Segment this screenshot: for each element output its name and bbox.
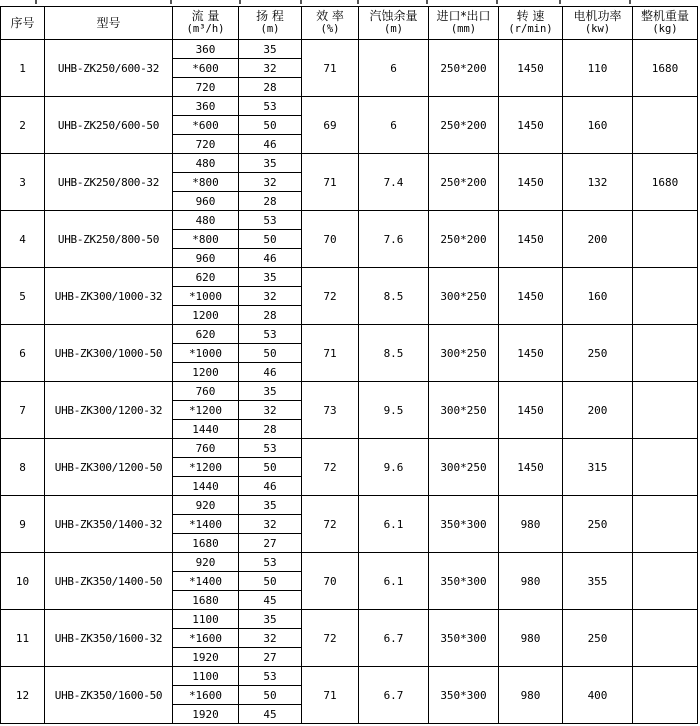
column-header-unit: (m³/h): [186, 23, 225, 35]
npsh-cell: 6.1: [359, 553, 429, 610]
power-cell: 400: [563, 667, 633, 724]
flow-cell: *1400: [173, 515, 239, 534]
column-header-label: 整机重量: [640, 9, 689, 23]
flow-cell: 1200: [173, 363, 239, 382]
speed-cell: 1450: [499, 268, 563, 325]
flow-cell: 360: [173, 97, 239, 116]
flow-cell: 760: [173, 382, 239, 401]
speed-cell: 1450: [499, 382, 563, 439]
divider: [300, 0, 302, 4]
column-header-unit: (kw): [584, 23, 611, 35]
npsh-cell: 8.5: [359, 325, 429, 382]
table-row: [1, 154, 698, 173]
npsh-cell: 8.5: [359, 268, 429, 325]
power-cell: 160: [563, 97, 633, 154]
model-cell: UHB-ZK350/1400-50: [45, 553, 173, 610]
efficiency-cell: 71: [302, 40, 359, 97]
power-cell: 110: [563, 40, 633, 97]
model-cell: UHB-ZK300/1000-50: [45, 325, 173, 382]
power-cell: 132: [563, 154, 633, 211]
flow-cell: *800: [173, 230, 239, 249]
inlet-outlet-cell: 250*200: [429, 40, 499, 97]
flow-cell: 960: [173, 249, 239, 268]
table-row: [1, 439, 698, 458]
column-header-label: 效 率: [316, 9, 344, 23]
column-header-unit: (r/min): [508, 23, 553, 35]
flow-cell: 720: [173, 135, 239, 154]
inlet-outlet-cell: 350*300: [429, 496, 499, 553]
speed-cell: 1450: [499, 439, 563, 496]
table-row: [1, 553, 698, 572]
column-header: [45, 7, 173, 40]
npsh-cell: 6: [359, 97, 429, 154]
seq-cell: 2: [1, 97, 45, 154]
head-cell: 50: [239, 572, 302, 591]
column-header-unit: (kg): [652, 23, 678, 35]
inlet-outlet-cell: 250*200: [429, 154, 499, 211]
inlet-outlet-cell: 300*250: [429, 325, 499, 382]
column-header: [239, 7, 302, 40]
head-cell: 32: [239, 629, 302, 648]
model-cell: UHB-ZK300/1200-50: [45, 439, 173, 496]
head-cell: 28: [239, 78, 302, 97]
head-cell: 53: [239, 553, 302, 572]
efficiency-cell: 72: [302, 268, 359, 325]
head-cell: 32: [239, 401, 302, 420]
model-cell: UHB-ZK350/1400-32: [45, 496, 173, 553]
column-header: [633, 7, 698, 40]
power-cell: 160: [563, 268, 633, 325]
divider: [170, 0, 172, 4]
efficiency-cell: 72: [302, 496, 359, 553]
head-cell: 46: [239, 477, 302, 496]
inlet-outlet-cell: 350*300: [429, 610, 499, 667]
head-cell: 35: [239, 382, 302, 401]
column-header-label: 型号: [96, 15, 121, 30]
column-header-unit: (m): [384, 23, 403, 35]
flow-cell: *800: [173, 173, 239, 192]
flow-cell: 360: [173, 40, 239, 59]
weight-cell: [633, 553, 698, 610]
seq-cell: 4: [1, 211, 45, 268]
power-cell: 355: [563, 553, 633, 610]
head-cell: 53: [239, 97, 302, 116]
flow-cell: 720: [173, 78, 239, 97]
seq-cell: 12: [1, 667, 45, 724]
speed-cell: 1450: [499, 211, 563, 268]
model-cell: UHB-ZK300/1000-32: [45, 268, 173, 325]
seq-cell: 5: [1, 268, 45, 325]
flow-cell: 760: [173, 439, 239, 458]
head-cell: 35: [239, 610, 302, 629]
table-row: [1, 268, 698, 287]
seq-cell: 7: [1, 382, 45, 439]
divider: [629, 0, 631, 4]
speed-cell: 1450: [499, 40, 563, 97]
column-header-label: 汽蚀余量: [369, 9, 418, 23]
npsh-cell: 6: [359, 40, 429, 97]
flow-cell: *1600: [173, 686, 239, 705]
flow-cell: 920: [173, 496, 239, 515]
column-header-label: 进口*出口: [436, 9, 491, 23]
weight-cell: [633, 268, 698, 325]
head-cell: 35: [239, 154, 302, 173]
column-header-label: 扬 程: [256, 9, 284, 23]
head-cell: 35: [239, 40, 302, 59]
npsh-cell: 7.6: [359, 211, 429, 268]
head-cell: 32: [239, 173, 302, 192]
weight-cell: [633, 211, 698, 268]
column-header: [302, 7, 359, 40]
table-row: [1, 496, 698, 515]
head-cell: 27: [239, 648, 302, 667]
efficiency-cell: 70: [302, 211, 359, 268]
inlet-outlet-cell: 250*200: [429, 211, 499, 268]
table-body: [1, 40, 698, 724]
divider: [426, 0, 428, 4]
speed-cell: 980: [499, 610, 563, 667]
efficiency-cell: 69: [302, 97, 359, 154]
model-cell: UHB-ZK250/800-32: [45, 154, 173, 211]
model-cell: UHB-ZK300/1200-32: [45, 382, 173, 439]
npsh-cell: 6.1: [359, 496, 429, 553]
power-cell: 250: [563, 325, 633, 382]
model-cell: UHB-ZK350/1600-32: [45, 610, 173, 667]
efficiency-cell: 71: [302, 154, 359, 211]
inlet-outlet-cell: 350*300: [429, 667, 499, 724]
column-header: [359, 7, 429, 40]
inlet-outlet-cell: 350*300: [429, 553, 499, 610]
column-header-unit: (mm): [450, 23, 477, 35]
head-cell: 28: [239, 420, 302, 439]
head-cell: 45: [239, 705, 302, 724]
model-cell: UHB-ZK250/600-50: [45, 97, 173, 154]
flow-cell: *1200: [173, 458, 239, 477]
head-cell: 50: [239, 116, 302, 135]
flow-cell: 1680: [173, 591, 239, 610]
flow-cell: 620: [173, 268, 239, 287]
seq-cell: 11: [1, 610, 45, 667]
head-cell: 46: [239, 135, 302, 154]
weight-cell: [633, 610, 698, 667]
flow-cell: 920: [173, 553, 239, 572]
npsh-cell: 6.7: [359, 667, 429, 724]
flow-cell: 1920: [173, 648, 239, 667]
seq-cell: 6: [1, 325, 45, 382]
flow-cell: 1920: [173, 705, 239, 724]
table-row: [1, 610, 698, 629]
column-header: [1, 7, 45, 40]
head-cell: 32: [239, 287, 302, 306]
divider: [35, 0, 37, 4]
table-row: [1, 325, 698, 344]
power-cell: 200: [563, 382, 633, 439]
efficiency-cell: 72: [302, 610, 359, 667]
column-header: [563, 7, 633, 40]
power-cell: 250: [563, 610, 633, 667]
flow-cell: 1200: [173, 306, 239, 325]
column-header: [499, 7, 563, 40]
flow-cell: *1600: [173, 629, 239, 648]
divider: [496, 0, 498, 4]
power-cell: 250: [563, 496, 633, 553]
seq-cell: 9: [1, 496, 45, 553]
inlet-outlet-cell: 300*250: [429, 382, 499, 439]
weight-cell: [633, 325, 698, 382]
head-cell: 35: [239, 268, 302, 287]
power-cell: 315: [563, 439, 633, 496]
efficiency-cell: 72: [302, 439, 359, 496]
flow-cell: 1440: [173, 477, 239, 496]
flow-cell: 480: [173, 154, 239, 173]
flow-cell: *600: [173, 116, 239, 135]
efficiency-cell: 73: [302, 382, 359, 439]
seq-cell: 10: [1, 553, 45, 610]
table-row: [1, 382, 698, 401]
column-header: [173, 7, 239, 40]
flow-cell: 960: [173, 192, 239, 211]
speed-cell: 1450: [499, 154, 563, 211]
head-cell: 28: [239, 192, 302, 211]
seq-cell: 8: [1, 439, 45, 496]
head-cell: 46: [239, 249, 302, 268]
weight-cell: 1680: [633, 154, 698, 211]
npsh-cell: 6.7: [359, 610, 429, 667]
head-cell: 50: [239, 686, 302, 705]
header-row: [1, 7, 698, 40]
speed-cell: 980: [499, 667, 563, 724]
flow-cell: 620: [173, 325, 239, 344]
inlet-outlet-cell: 300*250: [429, 268, 499, 325]
model-cell: UHB-ZK250/600-32: [45, 40, 173, 97]
column-header-label: 流 量: [191, 9, 220, 23]
speed-cell: 980: [499, 553, 563, 610]
inlet-outlet-cell: 300*250: [429, 439, 499, 496]
flow-cell: 1680: [173, 534, 239, 553]
head-cell: 53: [239, 667, 302, 686]
weight-cell: [633, 382, 698, 439]
efficiency-cell: 71: [302, 667, 359, 724]
head-cell: 28: [239, 306, 302, 325]
efficiency-cell: 70: [302, 553, 359, 610]
divider: [357, 0, 359, 4]
divider: [559, 0, 561, 4]
head-cell: 53: [239, 439, 302, 458]
npsh-cell: 7.4: [359, 154, 429, 211]
weight-cell: [633, 667, 698, 724]
head-cell: 32: [239, 515, 302, 534]
flow-cell: 1440: [173, 420, 239, 439]
column-header-unit: (m): [260, 23, 280, 35]
flow-cell: *1200: [173, 401, 239, 420]
column-header-label: 电机功率: [573, 9, 622, 23]
head-cell: 46: [239, 363, 302, 382]
column-header-unit: (%): [320, 23, 340, 35]
flow-cell: *1000: [173, 287, 239, 306]
npsh-cell: 9.6: [359, 439, 429, 496]
column-header-label: 转 速: [516, 9, 545, 23]
weight-cell: [633, 97, 698, 154]
model-cell: UHB-ZK250/800-50: [45, 211, 173, 268]
head-cell: 32: [239, 59, 302, 78]
efficiency-cell: 71: [302, 325, 359, 382]
flow-cell: 1100: [173, 610, 239, 629]
flow-cell: 1100: [173, 667, 239, 686]
table-row: [1, 211, 698, 230]
table-row: [1, 40, 698, 59]
npsh-cell: 9.5: [359, 382, 429, 439]
flow-cell: *1000: [173, 344, 239, 363]
flow-cell: *1400: [173, 572, 239, 591]
flow-cell: *600: [173, 59, 239, 78]
divider: [239, 0, 241, 4]
head-cell: 45: [239, 591, 302, 610]
head-cell: 50: [239, 458, 302, 477]
speed-cell: 1450: [499, 325, 563, 382]
weight-cell: 1680: [633, 40, 698, 97]
column-header-label: 序号: [10, 15, 35, 30]
head-cell: 27: [239, 534, 302, 553]
seq-cell: 1: [1, 40, 45, 97]
flow-cell: 480: [173, 211, 239, 230]
model-cell: UHB-ZK350/1600-50: [45, 667, 173, 724]
column-header: [429, 7, 499, 40]
power-cell: 200: [563, 211, 633, 268]
head-cell: 50: [239, 344, 302, 363]
inlet-outlet-cell: 250*200: [429, 97, 499, 154]
head-cell: 53: [239, 325, 302, 344]
head-cell: 53: [239, 211, 302, 230]
weight-cell: [633, 496, 698, 553]
weight-cell: [633, 439, 698, 496]
table-row: [1, 667, 698, 686]
head-cell: 50: [239, 230, 302, 249]
table-row: [1, 97, 698, 116]
speed-cell: 980: [499, 496, 563, 553]
seq-cell: 3: [1, 154, 45, 211]
speed-cell: 1450: [499, 97, 563, 154]
pump-spec-table: [0, 6, 698, 724]
head-cell: 35: [239, 496, 302, 515]
